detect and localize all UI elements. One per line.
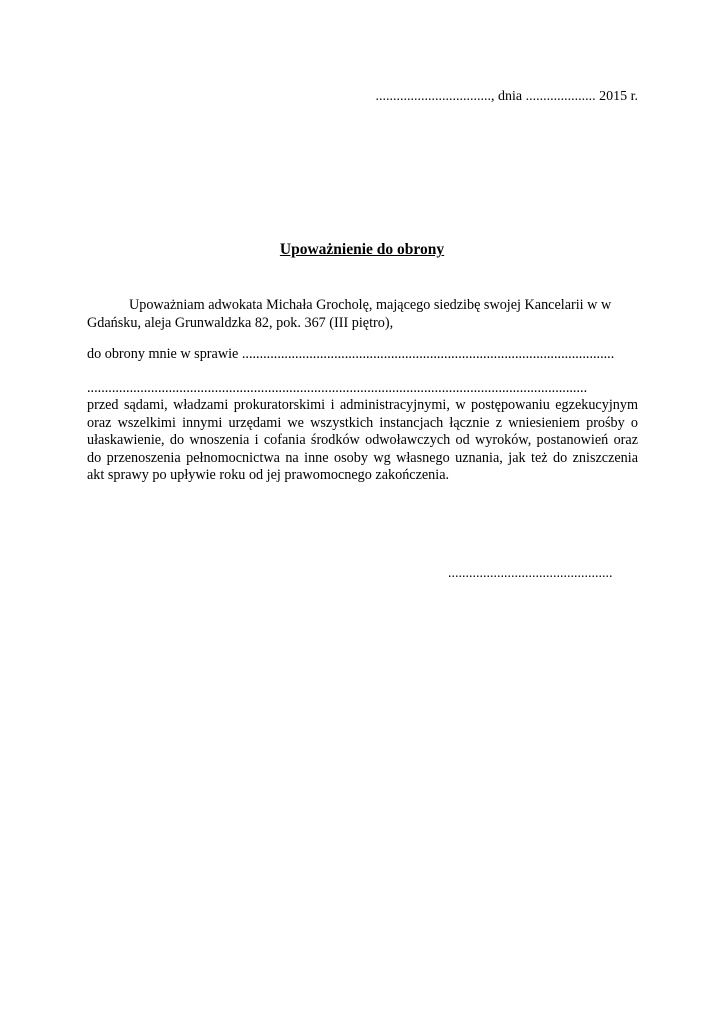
document-title: Upoważnienie do obrony (279, 241, 445, 258)
case-line: do obrony mnie w sprawie ......................................................................................................... (87, 346, 615, 362)
scope-paragraph (87, 380, 638, 484)
authorization-line-1-text: Upoważniam adwokata Michała Grocholę, mającego siedzibę swojej Kancelarii w w (129, 297, 612, 313)
authorization-paragraph (87, 296, 638, 332)
scope-line-2: oraz wszelkimi innymi urzędami we wszystkich instancjach łącznie z wniesieniem prośby o (87, 414, 638, 431)
authorization-line-2: Gdańsku, aleja Grunwaldzka 82, pok. 367 (III piętro), (87, 315, 394, 331)
scope-line-4: do przenoszenia pełnomocnictwa na inne osoby wg własnego uznania, jak też do zniszczenia (87, 449, 638, 466)
authorization-line-1 (87, 296, 638, 314)
place-date-line: ................................., dnia .................... 2015 r. (375, 89, 638, 104)
scope-line-3: ułaskawienie, do wnoszenia i cofania środków odwoławczych od wyroków, postanowień oraz (87, 432, 638, 449)
scope-line-5: akt sprawy po upływie roku od jej prawomocnego zakończenia. (87, 467, 450, 484)
signature-line: ............................................... (448, 566, 613, 581)
case-continuation-dots: ............................................................................................................................................. (87, 380, 588, 396)
scope-line-1: przed sądami, władzami prokuratorskimi i administracyjnymi, w postępowaniu egzekucyjnym (87, 397, 638, 414)
